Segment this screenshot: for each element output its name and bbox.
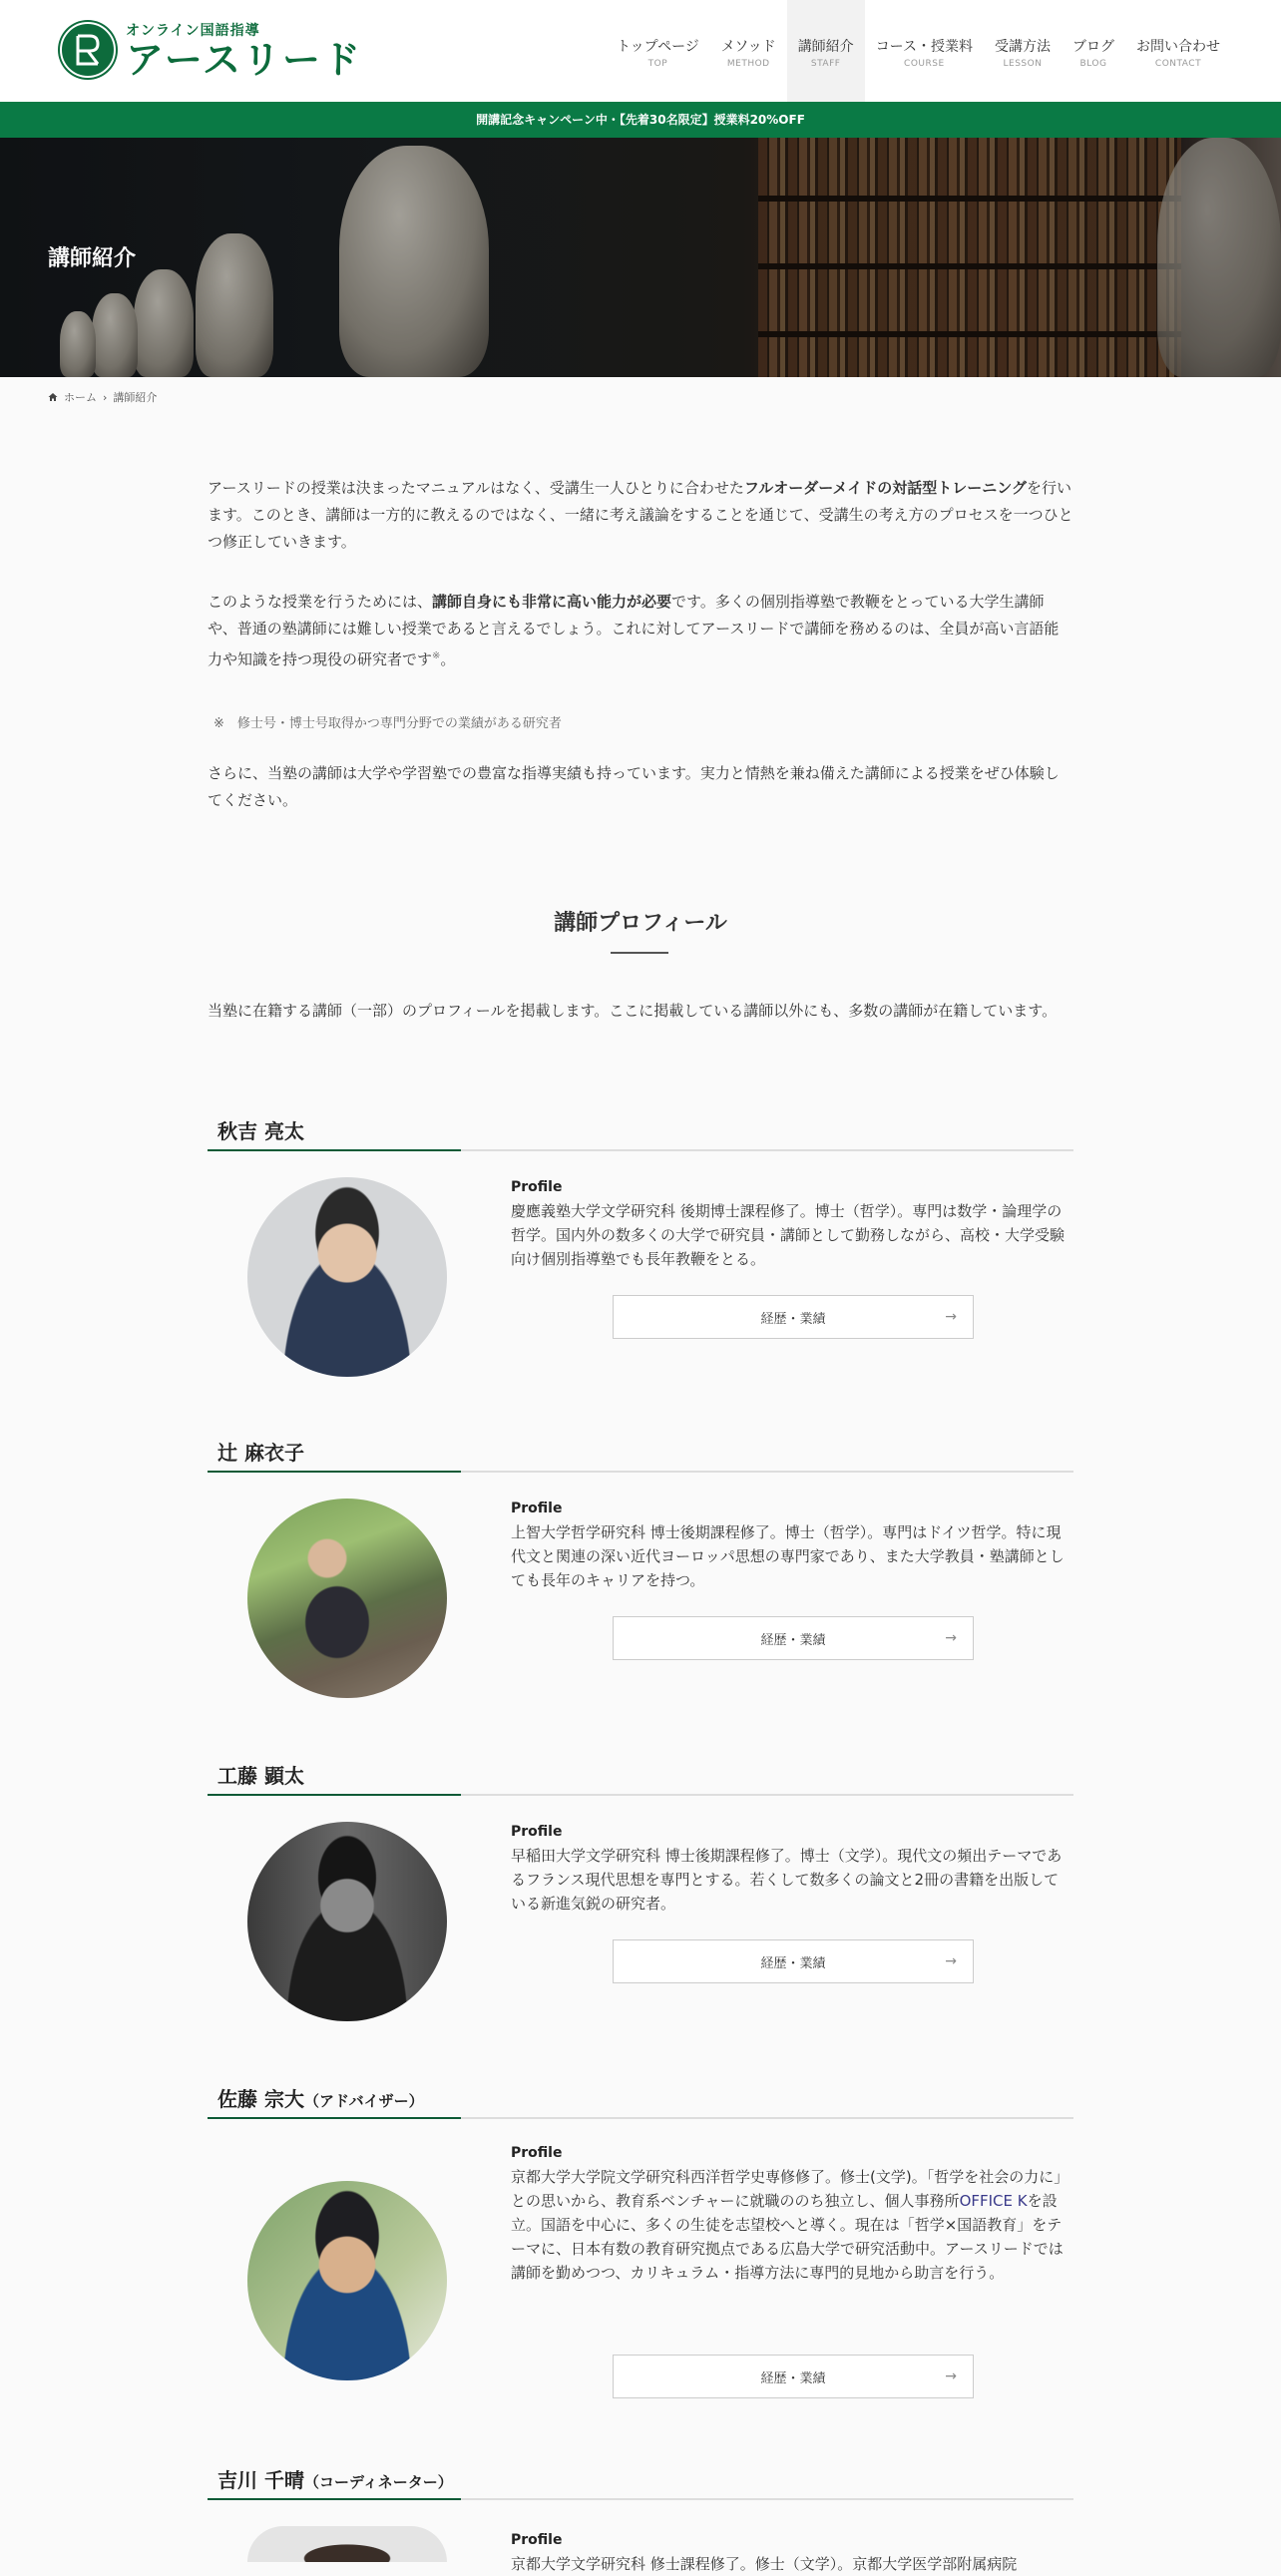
- staff-name: [208, 1435, 1073, 1471]
- staff-photo: [247, 1822, 447, 2021]
- section-lead: 当塾に在籍する講師（一部）のプロフィールを掲載します。ここに掲載している講師以外にも、多数の講師が在籍しています。: [208, 1002, 1058, 1020]
- logo-mark-icon: [58, 20, 118, 80]
- breadcrumb: [48, 389, 157, 405]
- profile-text: 京都大学文学研究科 修士課程修了。修士（文学）。京都大学医学部附属病院: [511, 2555, 1018, 2573]
- staff-profile: [511, 2145, 1073, 2285]
- office-k-link[interactable]: OFFICE K: [959, 2192, 1028, 2210]
- staff-profile: [511, 1824, 1073, 1916]
- staff-name: [208, 2462, 1073, 2498]
- staff-divider: [208, 2117, 1073, 2119]
- nav-label: トップページ: [617, 39, 699, 55]
- text: を行います。このとき、講師は一方的に教えるのではなく、一緒に考え議論をすることを通じて、受講生の考え方のプロセスを一つひとつ修正していきます。: [208, 479, 1073, 551]
- hero-banner: [0, 138, 1281, 377]
- nav-item-staff[interactable]: [787, 0, 865, 102]
- staff-name: [208, 2081, 1073, 2117]
- intro-paragraph-2: [208, 589, 1073, 673]
- hero-overlay: [0, 138, 1281, 377]
- text: です。多くの個別指導塾で教鞭をとっている大学生講師や、普通の塾講師には難しい授業であると言えるでしょう。これに対してアースリードで講師を務めるのは、全員が高い言語能力や知識を持つ現役の研究者です: [208, 593, 1060, 668]
- button-label: 経歴・業績: [760, 1955, 826, 1971]
- staff-name: [208, 1113, 1073, 1149]
- staff-role: （アドバイザー）: [303, 2092, 424, 2110]
- site-header: [0, 0, 1281, 102]
- arrow-right-icon: →: [945, 1309, 957, 1325]
- staff-card: [208, 2081, 1073, 2386]
- nav-item-contact[interactable]: [1125, 0, 1231, 102]
- profile-text: 上智大学哲学研究科 博士後期課程修了。博士（哲学）。専門はドイツ哲学。特に現代文と関連の深い近代ヨーロッパ思想の専門家であり、また大学教員・塾講師としても長年のキャリアを持つ。: [511, 1523, 1065, 1589]
- intro-paragraph-1: [208, 475, 1073, 556]
- staff-name: [208, 1758, 1073, 1794]
- arrow-right-icon: →: [945, 2368, 957, 2384]
- staff-photo: [247, 2526, 447, 2562]
- section-title: 講師プロフィール: [554, 911, 727, 936]
- site-logo[interactable]: [58, 20, 362, 80]
- nav-sublabel: BLOG: [1079, 59, 1107, 69]
- nav-label: お問い合わせ: [1136, 39, 1220, 55]
- staff-name-text: 吉川 千晴: [217, 2468, 304, 2492]
- nav-sublabel: LESSON: [1003, 59, 1043, 69]
- staff-photo: [247, 1499, 447, 1698]
- nav-label: コース・授業料: [875, 39, 973, 55]
- emphasis-text: 講師自身にも非常に高い能力が必要: [432, 593, 672, 611]
- page-title: 講師紹介: [48, 246, 137, 271]
- nav-sublabel: COURSE: [904, 59, 945, 69]
- staff-profile: [511, 1179, 1073, 1271]
- nav-label: メソッド: [720, 39, 776, 55]
- nav-label: 受講方法: [995, 39, 1051, 55]
- career-button[interactable]: [613, 1295, 974, 1339]
- footnote: ※ 修士号・博士号取得かつ専門分野での業績がある研究者: [214, 716, 562, 731]
- title-underline: [611, 952, 668, 954]
- profile-label: Profile: [511, 1824, 563, 1840]
- logo-title: アースリード: [126, 37, 362, 82]
- career-button[interactable]: [613, 1939, 974, 1983]
- staff-card: [208, 2462, 1073, 2573]
- staff-divider: [208, 1471, 1073, 1473]
- intro-paragraph-3: さらに、当塾の講師は大学や学習塾での豊富な指導実績も持っています。実力と情熱を兼ね備えた講師による授業をぜひ体験してください。: [208, 764, 1060, 809]
- staff-divider: [208, 1149, 1073, 1151]
- profile-text: 慶應義塾大学文学研究科 後期博士課程修了。博士（哲学）。専門は数学・論理学の哲学。国内外の数多くの大学で研究員・講師として勤務しながら、高校・大学受験向け個別指導塾でも長年教鞭をとる。: [511, 1202, 1066, 1268]
- staff-name-text: 工藤 顕太: [217, 1764, 304, 1788]
- staff-photo: [247, 1177, 447, 1377]
- nav-sublabel: METHOD: [726, 59, 770, 69]
- staff-photo: [247, 2181, 447, 2380]
- breadcrumb-current: 講師紹介: [113, 391, 158, 404]
- nav-sublabel: CONTACT: [1154, 59, 1202, 69]
- button-label: 経歴・業績: [760, 1311, 826, 1327]
- profile-text: [511, 2165, 1073, 2285]
- footnote-mark: ※: [432, 650, 441, 661]
- staff-name-text: 辻 麻衣子: [217, 1441, 304, 1465]
- nav-sublabel: TOP: [647, 59, 668, 69]
- nav-label: 講師紹介: [797, 39, 854, 55]
- chevron-right-icon: ›: [103, 390, 108, 404]
- staff-profile: [511, 1501, 1073, 1592]
- profile-text: 早稲田大学文学研究科 博士後期課程修了。博士（文学）。現代文の頻出テーマであるフランス現代思想を専門とする。若くして数多くの論文と2冊の書籍を出版している新進気鋭の研究者。: [511, 1847, 1063, 1913]
- staff-card: [208, 1113, 1073, 1327]
- nav-item-method[interactable]: [710, 0, 787, 102]
- nav-item-blog[interactable]: [1062, 0, 1125, 102]
- nav-sublabel: STAFF: [810, 59, 841, 69]
- nav-item-top[interactable]: [606, 0, 710, 102]
- text: このような授業を行うためには、: [208, 593, 433, 611]
- nav-item-course[interactable]: [865, 0, 984, 102]
- campaign-banner[interactable]: 開講記念キャンペーン中・【先着30名限定】授業料20%OFF: [0, 102, 1281, 138]
- profile-label: Profile: [511, 1501, 563, 1516]
- main-nav: [606, 0, 1231, 102]
- text: アースリードの授業は決まったマニュアルはなく、受講生一人ひとりに合わせた: [208, 479, 744, 497]
- button-label: 経歴・業績: [760, 1632, 826, 1648]
- nav-label: ブログ: [1072, 39, 1114, 55]
- logo-subtitle: オンライン国語指導: [126, 23, 260, 39]
- arrow-right-icon: →: [945, 1953, 957, 1969]
- staff-card: [208, 1435, 1073, 1648]
- breadcrumb-home[interactable]: ホーム: [64, 391, 97, 404]
- nav-item-lesson[interactable]: [984, 0, 1062, 102]
- career-button[interactable]: [613, 2355, 974, 2398]
- staff-divider: [208, 2498, 1073, 2500]
- button-label: 経歴・業績: [760, 2370, 826, 2386]
- profile-label: Profile: [511, 2532, 563, 2548]
- staff-profile: [511, 2532, 1073, 2573]
- staff-role: （コーディネーター）: [303, 2473, 453, 2491]
- career-button[interactable]: [613, 1616, 974, 1660]
- home-icon: [48, 392, 58, 402]
- staff-name-text: 佐藤 宗大: [217, 2087, 304, 2111]
- emphasis-text: フルオーダーメイドの対話型トレーニング: [743, 479, 1027, 497]
- arrow-right-icon: →: [945, 1630, 957, 1646]
- staff-divider: [208, 1794, 1073, 1796]
- text: 。: [440, 650, 456, 668]
- text: を設立。国語を中心に、多くの生徒を志望校へと導く。現在は「哲学×国語教育」をテーマに、日本有数の教育研究拠点である広島大学で研究活動中。アースリードでは講師を勤めつつ、カリキュラム・指導方法に専門的見地から助言を行う。: [511, 2192, 1064, 2282]
- profile-label: Profile: [511, 2145, 563, 2161]
- staff-name-text: 秋吉 亮太: [217, 1119, 304, 1143]
- profile-label: Profile: [511, 1179, 563, 1195]
- staff-card: [208, 1758, 1073, 1971]
- text: 京都大学大学院文学研究科西洋哲学史専修修了。修士(文学)。「哲学を社会の力に」との思いから、教育系ベンチャーに就職ののち独立し、個人事務所: [511, 2168, 1069, 2210]
